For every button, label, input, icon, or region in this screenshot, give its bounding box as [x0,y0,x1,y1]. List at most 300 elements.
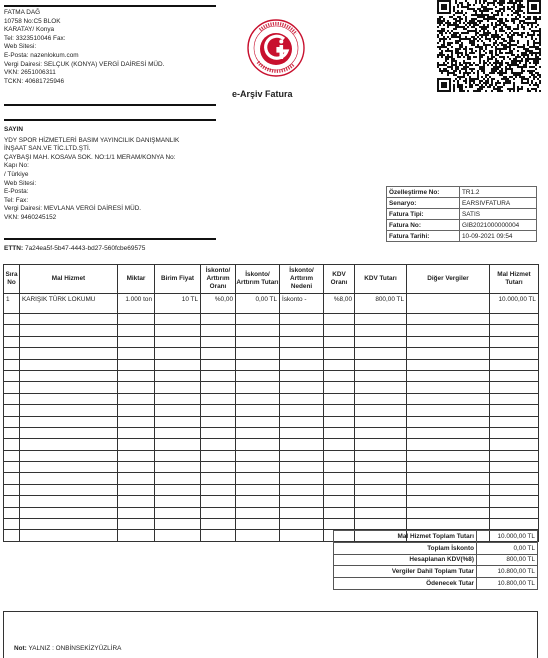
table-cell [20,405,118,416]
table-cell [407,314,490,325]
table-cell: 1.000 ton [118,294,155,314]
table-cell [20,336,118,347]
items-header-cell: KDV Tutarı [355,265,407,294]
table-cell [118,393,155,404]
table-cell [236,336,280,347]
info-value: SATIS [460,209,537,220]
table-cell [236,496,280,507]
table-cell [355,393,407,404]
table-cell [355,439,407,450]
buyer-line: Tel: Fax: [4,196,29,204]
note-label: Not: [14,645,27,652]
table-cell [324,450,355,461]
table-cell [236,484,280,495]
table-cell [155,507,201,518]
items-header-cell: Miktar [118,265,155,294]
table-cell [490,416,539,427]
table-cell [201,325,236,336]
totals-row [334,554,538,566]
table-cell [236,450,280,461]
table-cell [4,405,20,416]
table-row-empty [4,496,539,507]
table-row-empty [4,370,539,381]
info-label: Fatura No: [387,220,460,231]
table-cell: 10.000,00 TL [490,294,539,314]
table-cell [4,473,20,484]
table-cell [201,359,236,370]
table-cell [236,370,280,381]
table-cell [118,450,155,461]
totals-row [334,578,538,590]
buyer-lines [4,137,216,223]
table-cell [355,496,407,507]
info-value: EARSIVFATURA [460,198,537,209]
table-cell [355,507,407,518]
table-cell [355,462,407,473]
table-cell [236,519,280,530]
table-cell [118,484,155,495]
table-cell [20,382,118,393]
table-cell [355,484,407,495]
table-cell [155,370,201,381]
table-cell [407,484,490,495]
table-cell [324,462,355,473]
table-cell: %0,00 [201,294,236,314]
table-cell [490,405,539,416]
table-cell [407,393,490,404]
table-cell [4,348,20,359]
table-cell [20,473,118,484]
table-cell [490,427,539,438]
table-row-empty [4,462,539,473]
table-cell [324,325,355,336]
table-cell [407,405,490,416]
table-cell [155,336,201,347]
note-value: YALNIZ : ONBİNSEKİZYÜZLİRA [26,645,122,652]
buyer-line: E-Posta: [4,188,29,196]
ettn-label: ETTN: [4,245,24,252]
table-cell [280,405,324,416]
table-cell [407,473,490,484]
table-cell [4,507,20,518]
table-cell [201,416,236,427]
sender-line: TCKN: 40681725946 [4,77,65,85]
items-header-cell: Mal Hizmet [20,265,118,294]
table-cell [20,348,118,359]
table-cell [4,450,20,461]
table-cell [490,473,539,484]
table-cell [20,393,118,404]
totals-label: Vergiler Dahil Toplam Tutar [334,566,477,578]
table-cell [355,519,407,530]
table-cell [407,427,490,438]
table-cell [280,484,324,495]
table-cell [118,439,155,450]
table-cell [355,359,407,370]
table-row-empty [4,348,539,359]
table-cell [280,439,324,450]
table-cell: 10 TL [155,294,201,314]
table-cell [490,462,539,473]
table-cell [118,473,155,484]
items-header-cell: Mal Hizmet Tutarı [490,265,539,294]
table-cell [155,325,201,336]
table-cell [407,294,490,314]
table-cell [20,507,118,518]
buyer-line: YDY SPOR HİZMETLERİ BASIM YAYINCILIK DANIŞMANLIK [4,136,180,144]
table-cell [324,496,355,507]
sender-line: KARATAY/ Konya [4,26,55,34]
table-cell [490,496,539,507]
info-row [387,209,537,220]
sender-line: Web Sitesi: [4,43,37,51]
table-cell [201,450,236,461]
note-line [14,645,121,652]
table-cell [201,348,236,359]
document-title: e-Arşiv Fatura [232,89,293,99]
table-cell [4,336,20,347]
sender-line: FATMA DAĞ [4,9,41,16]
table-cell [118,519,155,530]
table-cell [4,393,20,404]
sender-bottom-rule [4,104,216,106]
table-cell [490,336,539,347]
table-cell [4,370,20,381]
table-cell [4,359,20,370]
table-cell [236,382,280,393]
table-cell [155,473,201,484]
table-cell [490,507,539,518]
totals-value: 10.800,00 TL [477,566,538,578]
table-cell [155,484,201,495]
ettn-line [4,245,145,252]
table-cell [118,325,155,336]
table-cell [4,530,20,541]
table-cell [4,382,20,393]
table-cell [324,405,355,416]
table-cell [407,325,490,336]
table-cell [280,359,324,370]
table-cell [236,325,280,336]
table-cell [118,336,155,347]
table-cell: 0,00 TL [236,294,280,314]
table-cell [490,325,539,336]
table-cell [155,530,201,541]
table-cell [118,462,155,473]
table-cell [4,427,20,438]
table-cell [355,416,407,427]
table-cell [201,462,236,473]
info-value: TR1.2 [460,187,537,198]
table-cell [201,473,236,484]
totals-value: 10.800,00 TL [477,578,538,590]
sender-line: VKN: 2651006311 [4,69,56,77]
table-cell [407,507,490,518]
table-cell [280,462,324,473]
table-cell [20,314,118,325]
info-row [387,187,537,198]
table-cell: 1 [4,294,20,314]
table-cell [155,359,201,370]
table-cell [407,382,490,393]
table-cell [355,405,407,416]
items-header-row [4,265,539,294]
totals-row [334,566,538,578]
buyer-block [4,126,216,223]
table-cell [20,439,118,450]
table-cell [490,439,539,450]
table-cell [490,348,539,359]
table-cell [324,507,355,518]
table-cell [201,427,236,438]
table-cell: 800,00 TL [355,294,407,314]
info-label: Senaryo: [387,198,460,209]
totals-label: Ödenecek Tutar [334,578,477,590]
totals-label: Hesaplanan KDV(%8) [334,554,477,566]
table-cell [324,473,355,484]
table-cell [201,336,236,347]
totals-value: 0,00 TL [477,542,538,554]
table-cell [407,416,490,427]
table-cell [324,336,355,347]
table-cell [280,473,324,484]
table-cell [280,496,324,507]
table-cell [280,336,324,347]
buyer-line: / Türkiye [4,170,29,178]
table-cell [201,370,236,381]
table-row-empty [4,325,539,336]
table-row-empty [4,507,539,518]
table-cell [118,427,155,438]
table-cell [280,416,324,427]
info-row [387,220,537,231]
table-cell [118,507,155,518]
table-cell [20,325,118,336]
table-cell [236,416,280,427]
table-cell [20,370,118,381]
table-cell [4,462,20,473]
info-label: Fatura Tipi: [387,209,460,220]
table-cell [20,462,118,473]
table-row-empty [4,439,539,450]
table-cell [236,405,280,416]
table-cell: KARIŞIK TÜRK LOKUMU [20,294,118,314]
gib-seal-logo [246,18,306,78]
table-cell [118,496,155,507]
info-label: Özelleştirme No: [387,187,460,198]
table-cell [407,359,490,370]
totals-label: Toplam İskonto [334,542,477,554]
table-cell [280,348,324,359]
table-cell [20,416,118,427]
totals-label: Mal Hizmet Toplam Tutarı [334,531,477,543]
table-cell [407,370,490,381]
table-cell [118,348,155,359]
table-cell [280,325,324,336]
note-box [3,611,538,658]
table-cell [155,450,201,461]
table-row-empty [4,519,539,530]
table-cell [4,439,20,450]
buyer-line: Kapı No: [4,162,29,170]
table-cell [201,405,236,416]
table-cell [355,382,407,393]
table-row-empty [4,427,539,438]
table-row-empty [4,336,539,347]
table-cell [280,314,324,325]
table-row-empty [4,393,539,404]
table-cell [20,496,118,507]
totals-table [333,530,538,590]
table-cell [407,439,490,450]
table-cell [236,530,280,541]
buyer-line: Web Sitesi: [4,179,37,187]
ettn-value: 7a24ea5f-5b47-4443-bd27-560fcbe69575 [24,245,146,252]
table-cell [4,519,20,530]
items-header-cell: Diğer Vergiler [407,265,490,294]
table-row-empty [4,484,539,495]
table-cell [155,462,201,473]
buyer-line: ÇAYBAŞI MAH. KOSAVA SOK. NO:1/1 MERAM/KONYA No: [4,153,176,161]
table-cell [280,370,324,381]
table-cell [324,416,355,427]
items-header-cell: İskonto/ Arttırım Tutarı [236,265,280,294]
table-cell: İskonto - [280,294,324,314]
table-cell [4,416,20,427]
table-cell [4,314,20,325]
table-cell: %8,00 [324,294,355,314]
table-cell [155,348,201,359]
table-cell [155,382,201,393]
table-cell [355,473,407,484]
table-cell [155,519,201,530]
sender-line: Tel: 3323510046 Fax: [4,34,66,42]
sender-top-rule [4,5,216,7]
invoice-info-table [386,186,537,242]
info-label: Fatura Tarihi: [387,231,460,242]
table-cell [20,519,118,530]
qr-code [437,0,541,92]
table-cell [118,405,155,416]
table-cell [201,314,236,325]
table-cell [236,393,280,404]
items-header-cell: İskonto/ Arttırım Oranı [201,265,236,294]
table-cell [201,382,236,393]
table-cell [155,405,201,416]
table-cell [280,530,324,541]
table-cell [280,382,324,393]
table-cell [324,348,355,359]
table-cell [236,348,280,359]
totals-row [334,542,538,554]
table-cell [155,427,201,438]
table-cell [490,314,539,325]
table-cell [324,427,355,438]
table-cell [490,370,539,381]
table-row-empty [4,382,539,393]
info-row [387,231,537,242]
table-cell [155,496,201,507]
table-cell [355,450,407,461]
table-cell [490,393,539,404]
sender-block [4,9,216,86]
table-cell [236,439,280,450]
table-cell [118,314,155,325]
table-cell [4,325,20,336]
buyer-heading: SAYIN [4,126,23,133]
table-row-empty [4,416,539,427]
totals-value: 800,00 TL [477,554,538,566]
table-cell [20,427,118,438]
buyer-line: VKN: 9460245152 [4,213,57,221]
table-cell [155,314,201,325]
table-cell [407,496,490,507]
table-cell [280,393,324,404]
table-cell [324,519,355,530]
table-cell [201,439,236,450]
table-cell [118,359,155,370]
items-header-cell: KDV Oranı [324,265,355,294]
table-cell [490,450,539,461]
table-cell [155,393,201,404]
table-cell [407,348,490,359]
table-cell [155,416,201,427]
buyer-bottom-rule [4,238,216,240]
table-cell [407,450,490,461]
totals-row [334,531,538,543]
table-cell [118,370,155,381]
table-cell [20,450,118,461]
table-cell [236,314,280,325]
table-cell [280,519,324,530]
table-cell [324,393,355,404]
info-value: 10-09-2021 09:54 [460,231,537,242]
table-cell [407,336,490,347]
table-cell [324,382,355,393]
table-cell [355,427,407,438]
table-cell [20,484,118,495]
table-row [4,294,539,314]
table-cell [20,359,118,370]
table-cell [355,314,407,325]
table-cell [324,370,355,381]
table-cell [324,314,355,325]
table-cell [201,519,236,530]
table-cell [20,530,118,541]
table-cell [4,484,20,495]
table-cell [201,393,236,404]
table-cell [355,370,407,381]
table-cell [490,359,539,370]
table-cell [236,359,280,370]
info-row [387,198,537,209]
totals-value: 10.000,00 TL [477,531,538,543]
buyer-line: Vergi Dairesi: MEVLANA VERGİ DAİRESİ MÜD. [4,205,142,213]
table-row-empty [4,473,539,484]
table-cell [201,530,236,541]
items-header-cell: İskonto/ Arttırım Nedeni [280,265,324,294]
items-header-cell: Sıra No [4,265,20,294]
buyer-line: İNŞAAT SAN.VE TİC.LTD.ŞTİ. [4,145,91,153]
sender-line: Vergi Dairesi: SELÇUK (KONYA) VERGİ DAİRESİ MÜD. [4,60,165,68]
table-cell [201,496,236,507]
items-header-cell: Birim Fiyat [155,265,201,294]
table-cell [118,530,155,541]
table-cell [201,507,236,518]
table-row-empty [4,359,539,370]
table-row-empty [4,314,539,325]
buyer-top-rule [4,119,216,121]
